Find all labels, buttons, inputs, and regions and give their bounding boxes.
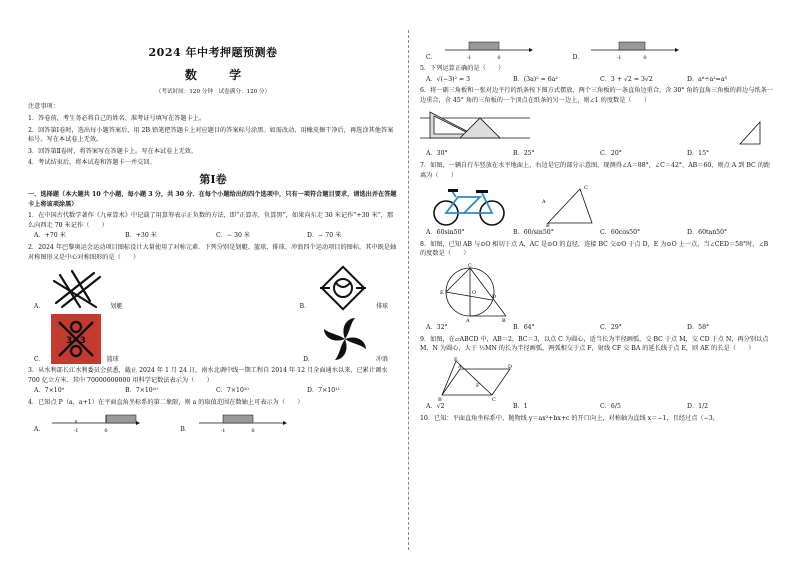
figure-c	[34, 314, 119, 364]
question-8-figure	[420, 262, 774, 322]
svg-text:C: C	[492, 396, 496, 401]
number-line	[197, 411, 287, 435]
option-label: A．	[34, 302, 45, 310]
option: C．3 + √2 = 3√2	[600, 75, 653, 83]
question-8: 8．如图，已知 AB 与⊙O 相切于点 A，AC 是⊙O 的直径，连接 BC 交⊙O 于点 D，E 为⊙O 上一点，当∠CED＝58°时，∠B 的度数是（ ）	[420, 240, 769, 258]
option: B．64°	[513, 324, 535, 332]
svg-text:B: B	[438, 396, 442, 401]
question-2: 2．2024 年巴黎奥运会运动项目图标设计大量使用了对称元素．下列分别是划艇、篮球、排球、冲浪四个运动项目的图标，其中既是轴对称图形又是中心对称图形的是（ ）	[28, 244, 397, 261]
question-6-options	[420, 149, 774, 159]
basketball-icon	[51, 314, 101, 364]
tick-label: -1	[466, 55, 472, 61]
question-9-figure	[420, 357, 774, 401]
number-line	[50, 411, 140, 435]
sport-label: 排球	[375, 302, 388, 310]
option: A．√2	[426, 402, 445, 410]
exam-subject: 数 学	[184, 68, 256, 83]
option: C．− 30 米	[216, 232, 251, 240]
svg-text:B: B	[502, 318, 506, 323]
svg-text:D: D	[492, 294, 497, 301]
option: B．25°	[513, 150, 535, 158]
option: A．√(−3)² = 3	[426, 75, 471, 83]
question-4-numberlines	[28, 411, 398, 435]
svg-text:D: D	[508, 363, 513, 370]
question-8-options	[420, 323, 774, 333]
option: B．7×10¹⁰	[125, 387, 158, 395]
numberline-b	[180, 411, 286, 435]
option: A．+70 米	[34, 232, 66, 240]
triangle-ruler-diagram	[420, 108, 530, 148]
numberline-a	[34, 411, 140, 435]
section-heading: 一、选择题（本大题共 10 个小题，每小题 3 分，共 30 分．在每个小题给出的四个选项中，只有一项符合题目要求，请选出并在答题卡上将该项涂黑）	[28, 191, 397, 208]
note-item: 1．答卷前，考生务必将自己的姓名、准考证号填写在答题卡上。	[28, 114, 206, 122]
option: B．1	[513, 402, 528, 410]
svg-text:E: E	[454, 356, 458, 363]
option: D．15°	[687, 150, 710, 158]
svg-text:A: A	[542, 199, 546, 206]
exam-title: 2024 年中考押题预测卷	[148, 46, 278, 59]
svg-text:F: F	[476, 382, 480, 389]
option: A．32°	[426, 324, 448, 332]
option: B．(3a)² = 6a²	[513, 75, 558, 83]
option-label: A．	[34, 426, 45, 434]
option-label: B．	[299, 302, 310, 310]
question-3: 3．从水利部长江水利委员会获悉，截止 2024 年 1 月 24 日，南水北调中线一期工程自 2014 年 12 月全面通水以来，已累计调水 700 亿立方米．其中 70000000000 用科学记数法表示为（ ）	[28, 367, 388, 384]
question-2-figures-row2	[28, 314, 398, 364]
question-6: 6．将一副三角板和一张对边平行的纸条按下图方式摆放，两个三角板的一条直角边重合，含 30° 角的直角三角板的斜边与纸条一边重合，含 45° 角的三角板的一个顶点在纸条的另一边上，则∠1 的度数是（ ）	[420, 87, 773, 104]
question-4: 4．已知点 P（a，a+1）在平面直角坐标系的第二象限，则 a 的取值范围在数轴上可表示为（ ）	[28, 399, 304, 407]
tick-label: -1	[220, 427, 226, 434]
rowing-icon	[50, 267, 104, 311]
surfing-icon	[320, 314, 370, 364]
numberline-d	[573, 38, 680, 62]
option: C．7×10¹⁰	[216, 387, 249, 395]
right-column	[420, 38, 774, 423]
option-label: C．	[34, 355, 45, 363]
figure-a	[34, 267, 122, 311]
question-4-numberlines-cont	[420, 38, 774, 62]
option: C．6/5	[600, 402, 621, 410]
numberline-c	[426, 38, 533, 62]
sport-label: 冲浪	[375, 355, 388, 363]
option: D．60tan50°	[687, 229, 728, 237]
volleyball-icon	[316, 265, 370, 311]
left-column	[28, 38, 398, 435]
exam-info: （考试时间：120 分钟 试卷满分：120 分）	[155, 88, 271, 95]
option: D．7×10¹¹	[307, 387, 341, 395]
parallelogram-diagram	[436, 357, 516, 401]
question-6-figure	[420, 108, 774, 148]
question-10: 10．已知：平面直角坐标系中，抛物线 y＝ax²+bx+c 的开口向上，对称轴为直线 x＝−1，且经过点（−3，	[420, 414, 719, 422]
svg-text:C: C	[584, 185, 588, 192]
svg-text:B: B	[546, 223, 550, 228]
svg-text:E: E	[440, 290, 444, 297]
column-divider	[408, 30, 409, 550]
question-9: 9．如图，在▱ABCD 中，AB＝2，BC＝3，以点 C 为圆心，适当长为半径画弧，交 BC 于点 M，交 CD 于点 N，再分别以点 M，N 为圆心，大于 ½MN 的长为半径画弧，两弧相交于点 F，射线 CF 交 BA 的延长线于点 E，则 AE 的长是（ ）	[420, 335, 769, 353]
option: A．30°	[426, 150, 448, 158]
sport-label: 篮球	[106, 355, 119, 363]
svg-text:C: C	[468, 263, 472, 270]
bicycle-image	[430, 187, 510, 227]
option: A．60sin50°	[426, 229, 465, 237]
figure-d	[303, 314, 388, 364]
part-title: 第Ⅰ卷	[199, 172, 227, 186]
svg-text:A: A	[466, 318, 470, 323]
option: B．+30 米	[125, 232, 157, 240]
option-label: B．	[180, 426, 191, 434]
option-label: D．	[303, 355, 314, 363]
tick-label: 0	[643, 55, 647, 61]
question-7-options	[420, 228, 774, 238]
question-1-options	[28, 231, 398, 241]
option: D．a⁶÷a²=a³	[687, 75, 728, 83]
tick-label: 0	[497, 55, 501, 61]
figure-b	[300, 265, 388, 311]
option-label: C．	[426, 53, 437, 61]
note-item: 2．回答第Ⅰ卷时，选出每小题答案后，用 2B 铅笔把答题卡上对应题目的答案标号涂黑。如需改动，用橡皮擦干净后，再选涂其他答案标号。写在本试卷上无效。	[28, 126, 394, 144]
tick-label: 0	[251, 427, 255, 434]
option: C．20°	[600, 150, 622, 158]
note-item: 3．回答第Ⅱ卷时，将答案写在答题卡上。写在本试卷上无效。	[28, 147, 198, 155]
svg-text:A: A	[458, 363, 462, 370]
triangle-abc-diagram	[540, 183, 596, 227]
tick-label: 0	[104, 427, 108, 434]
question-5-options	[420, 75, 774, 85]
option: D．58°	[687, 324, 710, 332]
svg-text:3×3: 3×3	[65, 336, 86, 347]
question-9-options	[420, 402, 774, 412]
question-7-figure	[420, 183, 774, 227]
option: A．7×10⁹	[34, 387, 65, 395]
number-line	[443, 38, 533, 62]
option: D．1/2	[687, 402, 709, 410]
question-3-options	[28, 386, 398, 396]
notes-heading: 注意事项：	[28, 103, 59, 111]
tick-label: -1	[616, 55, 622, 61]
question-5: 5．下列运算正确的是（ ）	[420, 65, 505, 72]
sport-label: 划艇	[110, 302, 123, 310]
question-7: 7．如图，一辆自行车竖放在水平地面上，右边是它的部分示意图，现测得∠A＝88°，∠C＝42°，AB＝60，则点 A 到 BC 的距离为（ ）	[420, 162, 771, 179]
svg-text:O: O	[472, 290, 477, 297]
option: C．60cos50°	[600, 229, 641, 237]
note-item: 4．考试结束后，将本试卷和答题卡一并交回。	[28, 159, 156, 167]
option: C．29°	[600, 324, 622, 332]
tick-label: -1	[73, 427, 79, 434]
triangle-small-diagram	[736, 118, 764, 148]
question-1: 1．在中国古代数学著作《九章算术》中记载了用算筹表示正负数的方法，即“正算赤，负算黑”，如果向东走 30 米记作“+30 米”，那么向西走 70 米记作（ ）	[28, 212, 394, 229]
option-label: D．	[572, 53, 584, 61]
question-2-figures-row1	[28, 265, 398, 311]
option: B．60/sin50°	[513, 229, 554, 237]
option: D．− 70 米	[307, 232, 342, 240]
number-line	[589, 38, 679, 62]
circle-tangent-diagram	[440, 262, 510, 322]
